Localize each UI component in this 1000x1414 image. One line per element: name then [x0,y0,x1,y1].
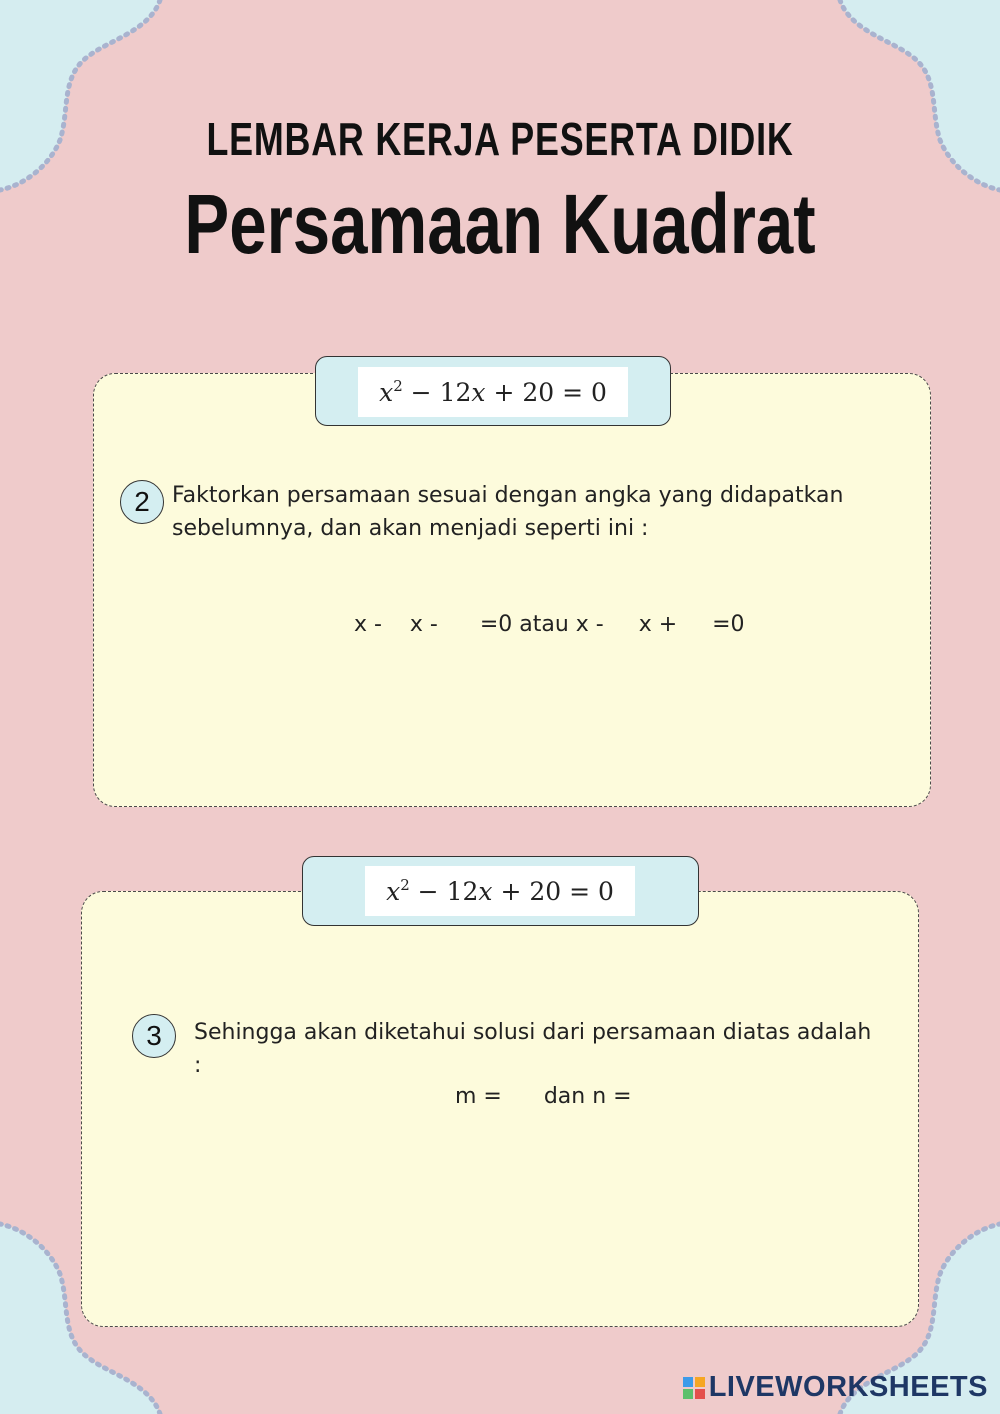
liveworksheets-logo-icon [683,1377,705,1399]
step-2-instruction: Faktorkan persamaan sesuai dengan angka yang didapatkan sebelumnya, dan akan menjadi seperti ini : [172,483,844,541]
worksheet-title: Persamaan Kuadrat [184,177,816,271]
step-2-answer-template: x - x - =0 atau x - x + =0 [354,612,745,637]
step-3-card [81,891,919,1327]
step-3-instruction: Sehingga akan diketahui solusi dari persamaan diatas adalah : [194,1020,872,1078]
brand-name: LIVEWORKSHEETS [708,1371,988,1403]
equation-part-b: + 20 = 0 [492,876,614,906]
worksheet-subtitle: LEMBAR KERJA PESERTA DIDIK [206,113,794,165]
equation-exponent: 2 [400,876,410,894]
step-3-answer-template: m = dan n = [455,1084,632,1109]
equation-variable-2: x [478,876,493,906]
liveworksheets-logo[interactable] [683,1371,988,1404]
step-3-equation [365,866,635,916]
step-2-equation [358,367,628,417]
equation-exponent: 2 [393,377,403,395]
equation-variable: x [386,876,401,906]
equation-part-b: + 20 = 0 [485,377,607,407]
step-3-number-badge: 3 [132,1014,176,1058]
step-2-number-badge: 2 [120,480,164,524]
equation-part-a: − 12 [402,377,472,407]
step-2-card [93,373,931,807]
corner-decoration-top-right [820,0,1000,200]
equation-part-a: − 12 [409,876,479,906]
corner-decoration-top-left [0,0,180,200]
equation-variable: x [379,377,394,407]
equation-variable-2: x [471,377,486,407]
